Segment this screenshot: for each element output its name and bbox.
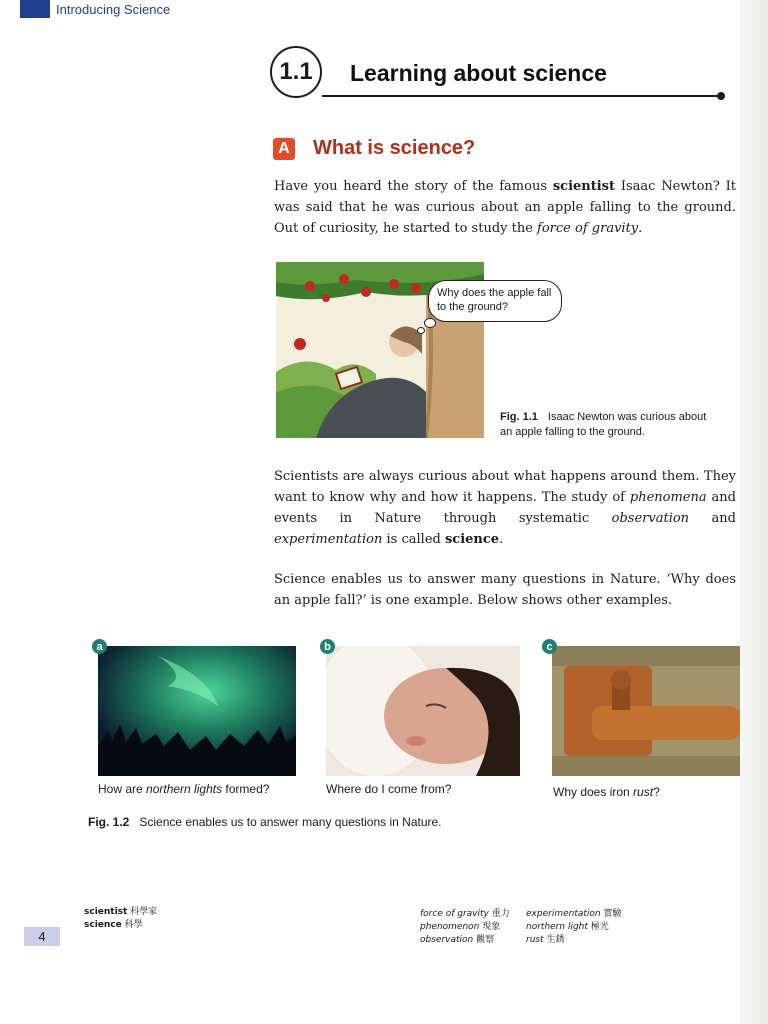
glossary-item: observation 觀察 — [420, 935, 495, 945]
subsection-badge: A — [273, 138, 295, 160]
figure-1-2-caption: Fig. 1.2 Science enables us to answer many questions in Nature. — [88, 815, 442, 829]
glossary-item: force of gravity 重力 — [420, 909, 510, 919]
term-experimentation: experimentation — [274, 532, 383, 547]
thought-bubble-tail — [424, 318, 436, 328]
glossary-item: science 科學 — [84, 920, 143, 930]
question-c: Why does iron rust? — [553, 785, 660, 799]
glossary-item: experimentation 實驗 — [526, 909, 622, 919]
glossary-item: phenomenon 現象 — [420, 922, 501, 932]
term-scientist: scientist — [552, 179, 615, 194]
subsection-title: What is science? — [313, 137, 476, 159]
glossary-item: northern light 極光 — [526, 922, 609, 932]
section-number: 1.1 — [270, 46, 322, 98]
thought-bubble-tail-small — [417, 327, 425, 334]
figure-1-1-label: Fig. 1.1 — [500, 411, 538, 423]
chapter-title: Introducing Science — [56, 1, 171, 17]
paragraph-scientists: Scientists are always curious about what happens around them. They want to know why and how it happens. The study of phenomena and events in Nature through systematic observation and experimentation is called science. — [274, 469, 736, 547]
chapter-header — [20, 0, 170, 18]
section-rule — [322, 95, 721, 97]
term-phenomena: phenomena — [629, 490, 707, 505]
figure-1-1-caption: Fig. 1.1 Isaac Newton was curious about an apple falling to the ground. — [500, 411, 707, 438]
section-rule-dot — [717, 92, 725, 100]
term-force-of-gravity: force of gravity — [537, 221, 639, 236]
term-science: science — [444, 532, 500, 547]
chapter-marker — [20, 0, 50, 18]
figure-1-2-label: Fig. 1.2 — [88, 815, 130, 829]
section-title: Learning about science — [350, 60, 607, 86]
glossary-left — [84, 906, 157, 932]
question-a: How are northern lights formed? — [98, 782, 270, 796]
paragraph-examples: Science enables us to answer many questions in Nature. ‘Why does an apple fall?’ is one example. Below shows other examples. — [274, 572, 736, 608]
question-b: Where do I come from? — [326, 782, 452, 796]
term-observation: observation — [611, 511, 690, 526]
section-heading — [270, 46, 725, 102]
photo-badge-a: a — [92, 639, 107, 654]
northern-lights-photo — [98, 646, 296, 776]
glossary-right — [526, 908, 622, 947]
page-number: 4 — [24, 927, 60, 946]
photo-badge-c: c — [542, 639, 557, 654]
thought-bubble: Why does the apple fall to the ground? — [428, 280, 562, 322]
glossary-item: rust 生銹 — [526, 935, 565, 945]
rusty-iron-photo — [552, 646, 740, 776]
photo-badge-b: b — [320, 639, 335, 654]
glossary-middle — [420, 908, 510, 947]
glossary-item: scientist 科學家 — [84, 907, 158, 917]
paragraph-newton: Have you heard the story of the famous scientist Isaac Newton? It was said that he was curious about an apple falling to the ground. Out of curiosity, he started to study the force of gravity. — [274, 179, 736, 236]
page-edge — [740, 0, 768, 1024]
baby-photo — [326, 646, 520, 776]
subsection-heading — [273, 137, 475, 160]
